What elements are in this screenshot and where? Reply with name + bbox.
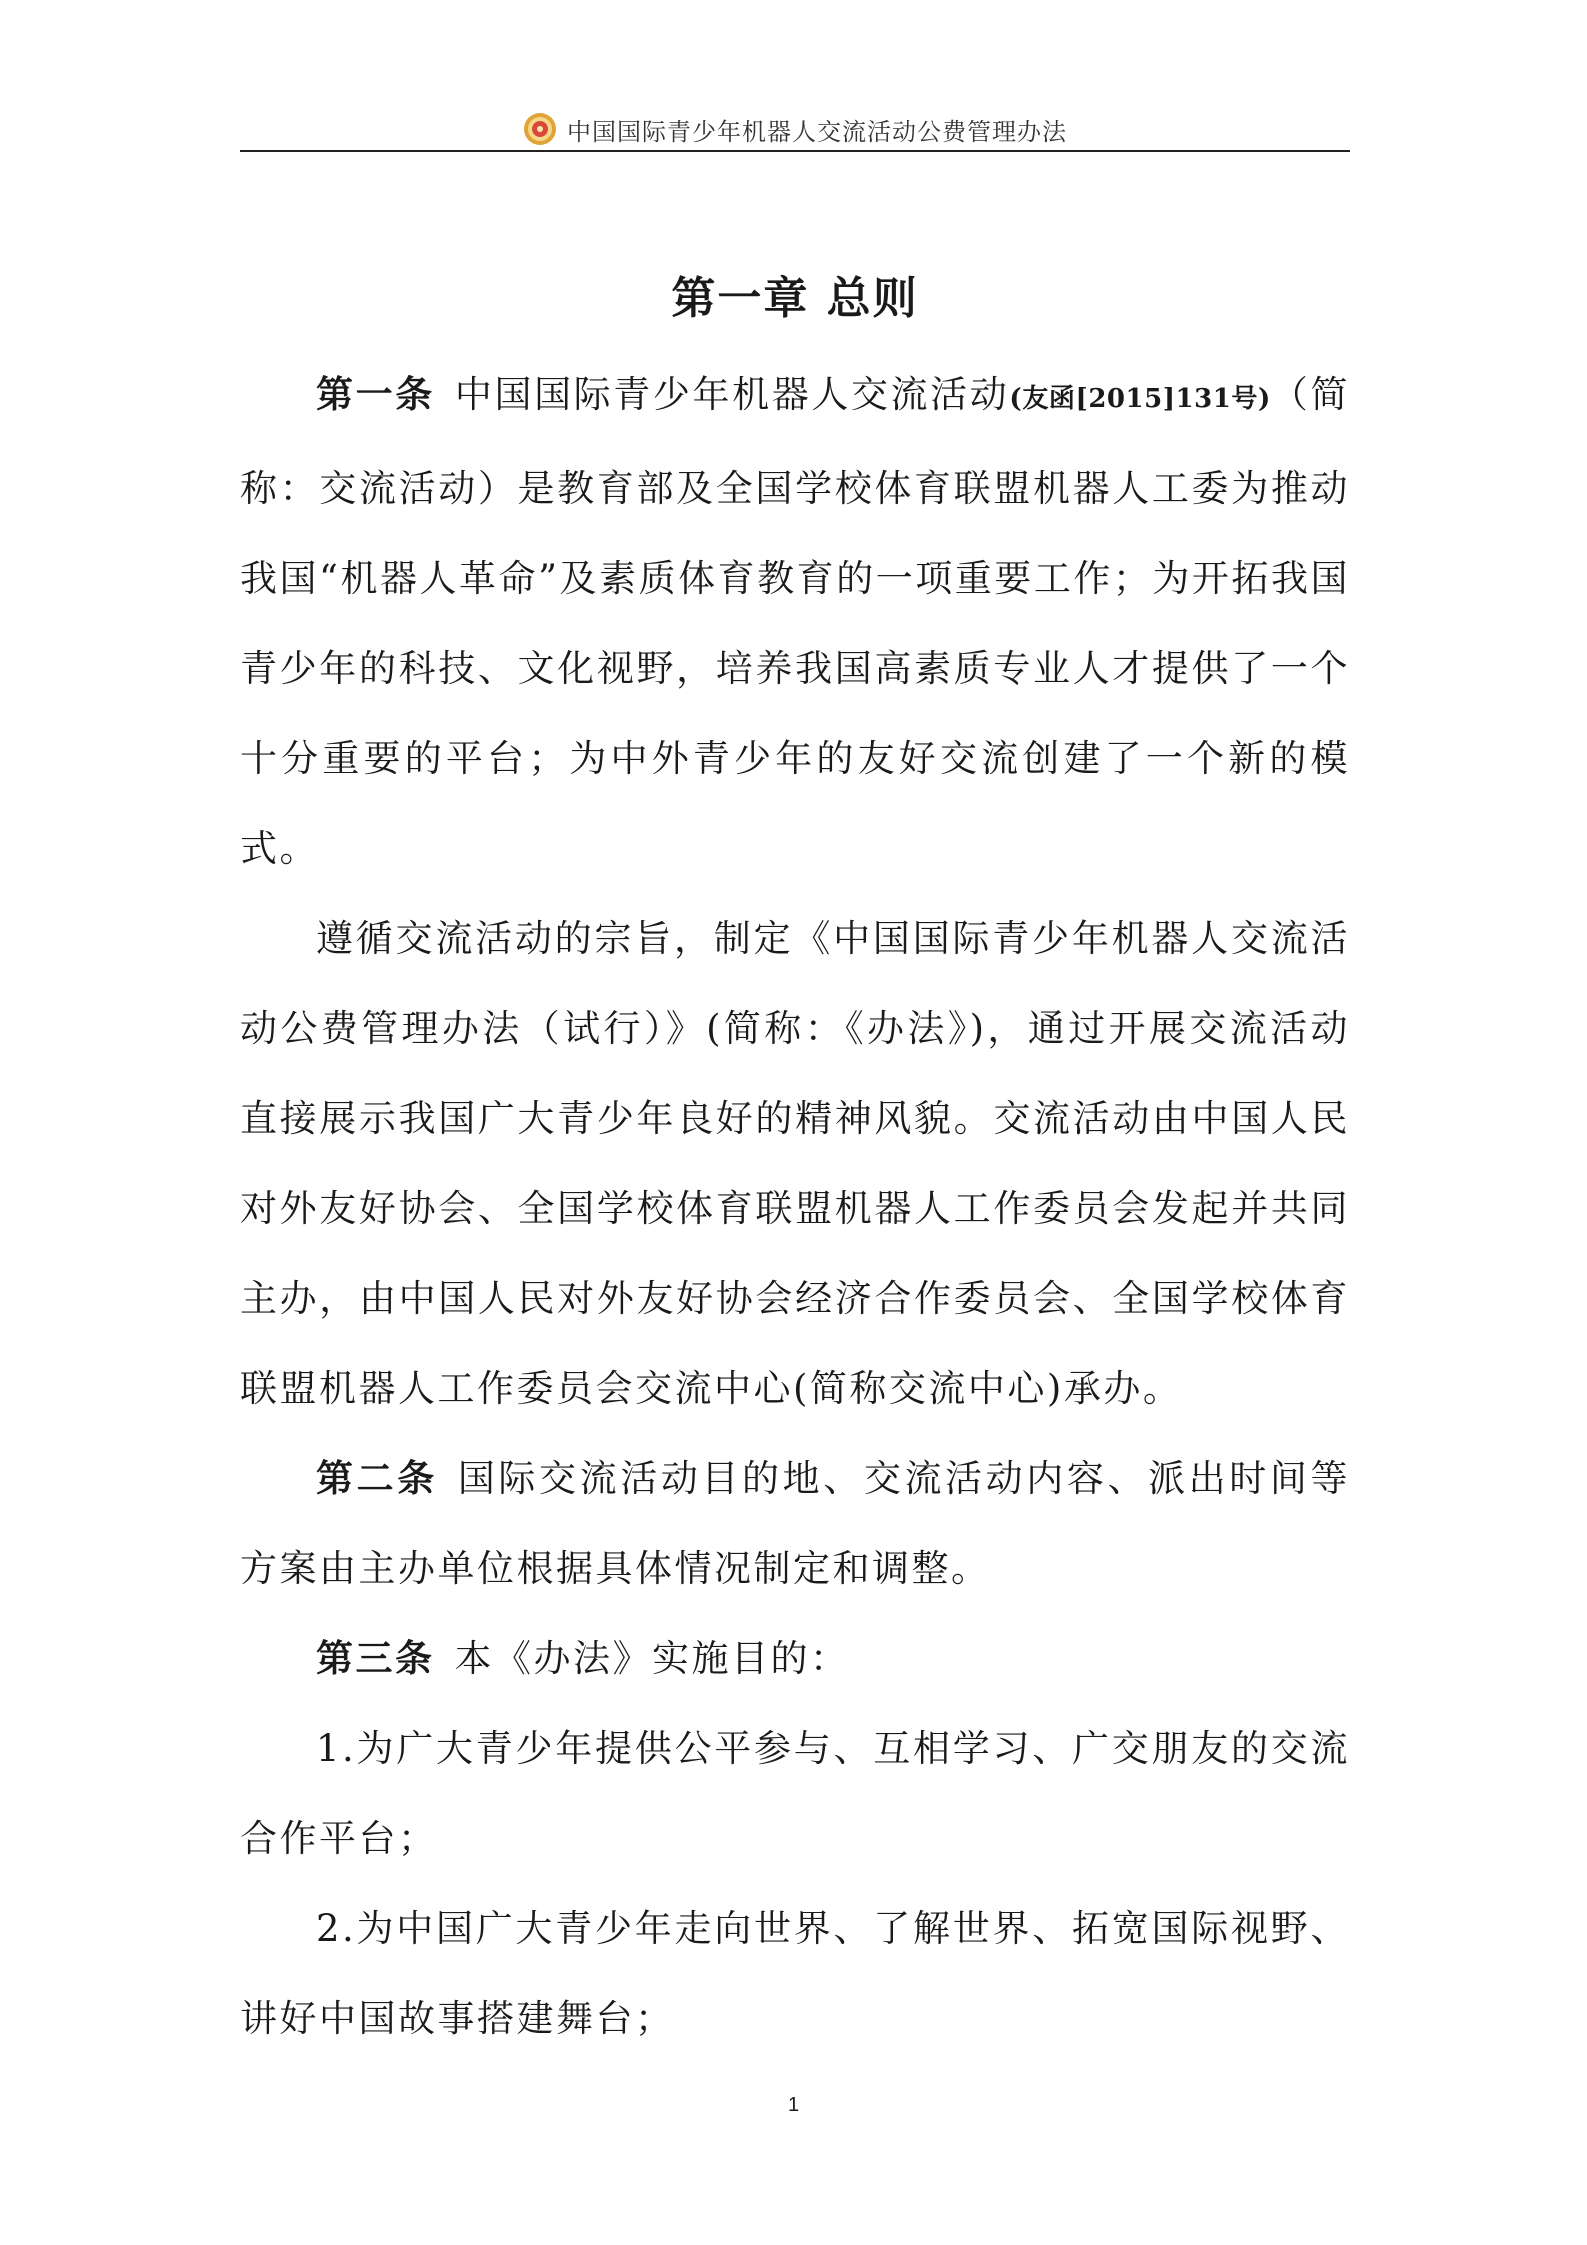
- article-text: 本《办法》实施目的：: [454, 1637, 850, 1680]
- document-reference: (友函[2015]131号): [1009, 384, 1271, 414]
- article-label: 第三条: [316, 1637, 435, 1680]
- page-header: [240, 108, 1350, 152]
- document-title: 中国国际青少年机器人交流活动公费管理办法: [567, 117, 1067, 146]
- article-text: 中国国际青少年机器人交流活动: [454, 373, 1010, 416]
- page-number: 1: [787, 2094, 800, 2116]
- article-text: （简称：交流活动）是教育部及全国学校体育联盟机器人工委为推动我国“机器人革命”及素质体育教育的一项重要工作；为开拓我国青少年的科技、文化视野，培养我国高素质专业人才提供了一个十分重要的平台；为中外青少年的友好交流创建了一个新的模式。: [240, 373, 1351, 870]
- article-paragraph: [240, 1434, 1350, 1614]
- document-body: [240, 350, 1350, 2064]
- article-paragraph: [240, 1614, 1350, 1704]
- chapter-title: 第一章 总则: [671, 273, 919, 324]
- article-label: 第一条: [316, 373, 435, 416]
- list-item-text: 2.为中国广大青少年走向世界、了解世界、拓宽国际视野、讲好中国故事搭建舞台；: [240, 1907, 1350, 2040]
- list-item-text: 1.为广大青少年提供公平参与、互相学习、广交朋友的交流合作平台；: [240, 1727, 1350, 1860]
- article-paragraph: [240, 894, 1350, 1434]
- article-paragraph: [240, 350, 1350, 894]
- organization-emblem-icon: [523, 112, 557, 146]
- list-item: [240, 1884, 1350, 2064]
- article-label: 第二条: [316, 1457, 438, 1500]
- article-text: 国际交流活动目的地、交流活动内容、派出时间等方案由主办单位根据具体情况制定和调整。: [240, 1457, 1350, 1590]
- list-item: [240, 1704, 1350, 1884]
- article-text: 遵循交流活动的宗旨，制定《中国国际青少年机器人交流活动公费管理办法（试行）》(简称：《办法》)，通过开展交流活动直接展示我国广大青少年良好的精神风貌。交流活动由中国人民对外友好协会、全国学校体育联盟机器人工作委员会发起并共同主办，由中国人民对外友好协会经济合作委员会、全国学校体育联盟机器人工作委员会交流中心(简称交流中心)承办。: [240, 917, 1350, 1410]
